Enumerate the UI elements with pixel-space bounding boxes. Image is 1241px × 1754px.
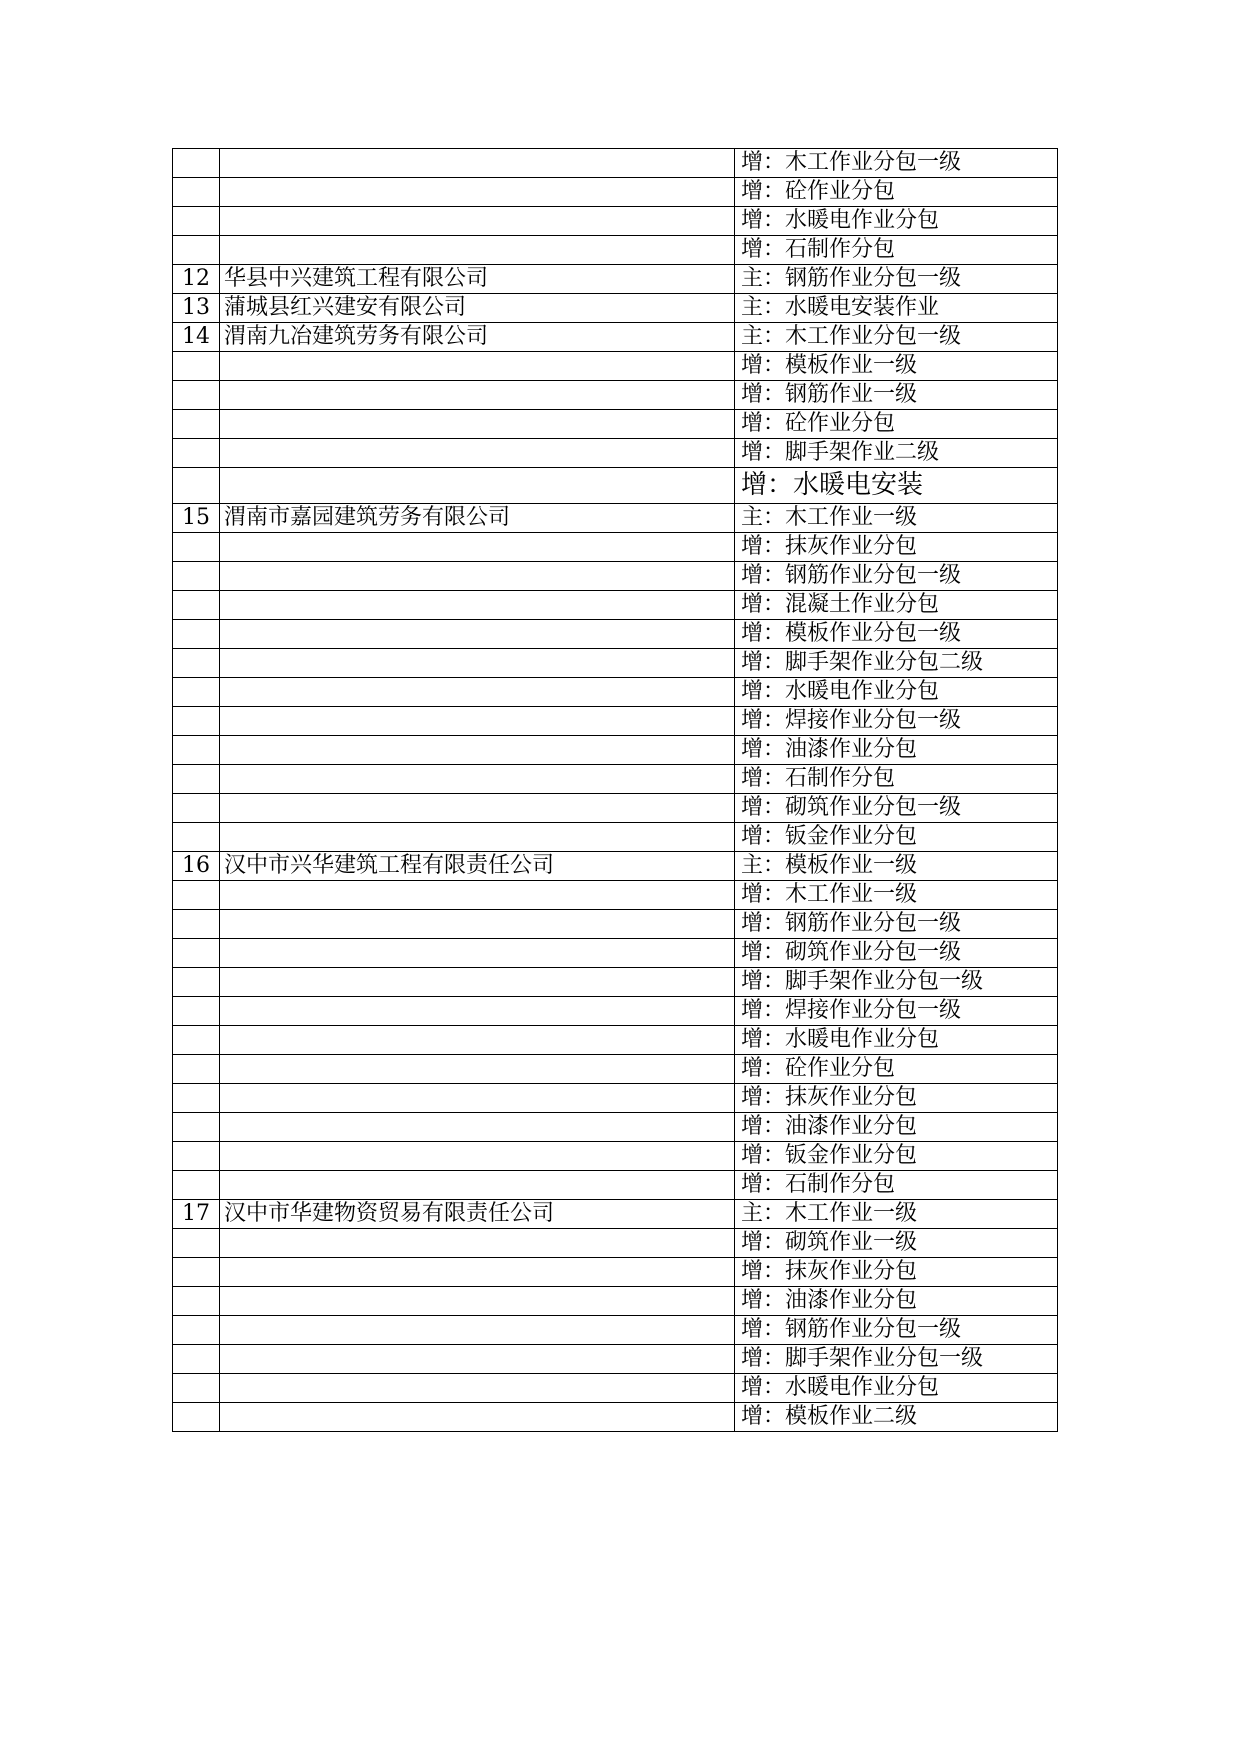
row-number-cell — [173, 468, 220, 504]
qualification-scope-cell: 主：木工作业一级 — [735, 504, 1058, 533]
company-name-cell — [220, 381, 735, 410]
qualification-scope-cell: 主：模板作业一级 — [735, 852, 1058, 881]
qualification-scope-cell: 增：水暖电作业分包 — [735, 1374, 1058, 1403]
row-number-cell — [173, 939, 220, 968]
row-number-cell — [173, 765, 220, 794]
company-name-cell — [220, 1374, 735, 1403]
qualification-scope-cell: 增：油漆作业分包 — [735, 1113, 1058, 1142]
company-name-cell — [220, 1403, 735, 1432]
row-number-cell: 14 — [173, 323, 220, 352]
qualification-scope-cell: 增：砌筑作业一级 — [735, 1229, 1058, 1258]
table-row — [173, 236, 1058, 265]
table-row — [173, 352, 1058, 381]
row-number-cell — [173, 1403, 220, 1432]
row-number-cell — [173, 410, 220, 439]
row-number-cell — [173, 207, 220, 236]
qualification-scope-cell: 增：钢筋作业一级 — [735, 381, 1058, 410]
table-row — [173, 939, 1058, 968]
table-row — [173, 149, 1058, 178]
company-name-cell — [220, 649, 735, 678]
company-name-cell — [220, 707, 735, 736]
table-row — [173, 294, 1058, 323]
table-row — [173, 562, 1058, 591]
company-name-cell — [220, 591, 735, 620]
company-name-cell — [220, 1229, 735, 1258]
row-number-cell — [173, 910, 220, 939]
qualification-scope-cell: 主：木工作业分包一级 — [735, 323, 1058, 352]
table-row — [173, 765, 1058, 794]
company-name-cell — [220, 1345, 735, 1374]
row-number-cell: 13 — [173, 294, 220, 323]
company-name-cell — [220, 562, 735, 591]
qualification-scope-cell: 增：水暖电作业分包 — [735, 678, 1058, 707]
qualification-scope-cell: 增：脚手架作业分包一级 — [735, 1345, 1058, 1374]
row-number-cell — [173, 678, 220, 707]
table-row — [173, 1403, 1058, 1432]
row-number-cell — [173, 1084, 220, 1113]
company-name-cell — [220, 968, 735, 997]
qualification-scope-cell: 主：木工作业一级 — [735, 1200, 1058, 1229]
qualification-scope-cell: 增：焊接作业分包一级 — [735, 707, 1058, 736]
table-row — [173, 707, 1058, 736]
row-number-cell — [173, 968, 220, 997]
table-row — [173, 649, 1058, 678]
qualification-scope-cell: 增：木工作业一级 — [735, 881, 1058, 910]
qualification-scope-cell: 增：油漆作业分包 — [735, 1287, 1058, 1316]
qualification-scope-cell: 增：模板作业二级 — [735, 1403, 1058, 1432]
table-row — [173, 736, 1058, 765]
company-name-cell — [220, 1316, 735, 1345]
row-number-cell: 12 — [173, 265, 220, 294]
company-name-cell: 蒲城县红兴建安有限公司 — [220, 294, 735, 323]
qualification-scope-cell: 增：模板作业一级 — [735, 352, 1058, 381]
company-name-cell: 华县中兴建筑工程有限公司 — [220, 265, 735, 294]
qualification-scope-cell: 增：砼作业分包 — [735, 410, 1058, 439]
qualification-table-body — [173, 149, 1058, 1432]
qualification-scope-cell: 增：钢筋作业分包一级 — [735, 1316, 1058, 1345]
table-row — [173, 968, 1058, 997]
row-number-cell — [173, 352, 220, 381]
table-row — [173, 1229, 1058, 1258]
company-name-cell — [220, 794, 735, 823]
table-row — [173, 910, 1058, 939]
row-number-cell — [173, 1345, 220, 1374]
qualification-scope-cell: 增：焊接作业分包一级 — [735, 997, 1058, 1026]
row-number-cell — [173, 178, 220, 207]
row-number-cell — [173, 1113, 220, 1142]
qualification-scope-cell: 增：抹灰作业分包 — [735, 1084, 1058, 1113]
company-name-cell — [220, 236, 735, 265]
row-number-cell — [173, 1258, 220, 1287]
qualification-scope-cell: 增：砼作业分包 — [735, 1055, 1058, 1084]
qualification-scope-cell: 增：脚手架作业二级 — [735, 439, 1058, 468]
table-row — [173, 1287, 1058, 1316]
table-row — [173, 620, 1058, 649]
qualification-scope-cell: 增：混凝土作业分包 — [735, 591, 1058, 620]
row-number-cell: 17 — [173, 1200, 220, 1229]
table-row — [173, 1374, 1058, 1403]
row-number-cell — [173, 1055, 220, 1084]
table-row — [173, 533, 1058, 562]
row-number-cell — [173, 1026, 220, 1055]
table-row — [173, 207, 1058, 236]
table-row — [173, 1316, 1058, 1345]
row-number-cell — [173, 1142, 220, 1171]
row-number-cell: 15 — [173, 504, 220, 533]
qualification-scope-cell: 增：砌筑作业分包一级 — [735, 794, 1058, 823]
row-number-cell — [173, 823, 220, 852]
qualification-scope-cell: 增：砼作业分包 — [735, 178, 1058, 207]
qualification-scope-cell: 增：模板作业分包一级 — [735, 620, 1058, 649]
company-name-cell — [220, 468, 735, 504]
table-row — [173, 678, 1058, 707]
company-name-cell — [220, 678, 735, 707]
table-row — [173, 178, 1058, 207]
row-number-cell — [173, 1287, 220, 1316]
qualification-scope-cell: 增：钢筋作业分包一级 — [735, 910, 1058, 939]
company-name-cell — [220, 410, 735, 439]
table-row — [173, 1200, 1058, 1229]
row-number-cell — [173, 381, 220, 410]
qualification-scope-cell: 增：石制作分包 — [735, 236, 1058, 265]
row-number-cell — [173, 794, 220, 823]
company-name-cell — [220, 178, 735, 207]
company-name-cell — [220, 910, 735, 939]
row-number-cell — [173, 533, 220, 562]
row-number-cell — [173, 881, 220, 910]
table-row — [173, 1171, 1058, 1200]
company-name-cell — [220, 620, 735, 649]
row-number-cell — [173, 149, 220, 178]
qualification-scope-cell: 增：钢筋作业分包一级 — [735, 562, 1058, 591]
qualification-scope-cell: 主：水暖电安装作业 — [735, 294, 1058, 323]
company-name-cell — [220, 1258, 735, 1287]
company-name-cell — [220, 1084, 735, 1113]
qualification-scope-cell: 增：石制作分包 — [735, 1171, 1058, 1200]
table-row — [173, 1026, 1058, 1055]
qualification-scope-cell: 增：水暖电作业分包 — [735, 207, 1058, 236]
table-row — [173, 381, 1058, 410]
qualification-table — [172, 148, 1058, 1432]
qualification-scope-cell: 增：抹灰作业分包 — [735, 533, 1058, 562]
company-name-cell — [220, 765, 735, 794]
qualification-scope-cell: 增：抹灰作业分包 — [735, 1258, 1058, 1287]
qualification-scope-cell: 增：砌筑作业分包一级 — [735, 939, 1058, 968]
table-row — [173, 439, 1058, 468]
table-row — [173, 1084, 1058, 1113]
table-row — [173, 265, 1058, 294]
table-row — [173, 1142, 1058, 1171]
company-name-cell: 渭南九冶建筑劳务有限公司 — [220, 323, 735, 352]
qualification-scope-cell: 主：钢筋作业分包一级 — [735, 265, 1058, 294]
company-name-cell — [220, 1142, 735, 1171]
company-name-cell: 汉中市华建物资贸易有限责任公司 — [220, 1200, 735, 1229]
company-name-cell — [220, 823, 735, 852]
table-row — [173, 997, 1058, 1026]
qualification-scope-cell: 增：脚手架作业分包一级 — [735, 968, 1058, 997]
company-name-cell — [220, 881, 735, 910]
company-name-cell — [220, 939, 735, 968]
company-name-cell — [220, 352, 735, 381]
table-row — [173, 1055, 1058, 1084]
table-row — [173, 1345, 1058, 1374]
qualification-scope-cell: 增：钣金作业分包 — [735, 1142, 1058, 1171]
company-name-cell — [220, 1113, 735, 1142]
table-row — [173, 410, 1058, 439]
company-name-cell — [220, 149, 735, 178]
row-number-cell — [173, 620, 220, 649]
qualification-scope-cell: 增：钣金作业分包 — [735, 823, 1058, 852]
qualification-scope-cell: 增：水暖电安装 — [735, 468, 1058, 504]
row-number-cell — [173, 649, 220, 678]
row-number-cell — [173, 439, 220, 468]
qualification-scope-cell: 增：水暖电作业分包 — [735, 1026, 1058, 1055]
row-number-cell — [173, 1374, 220, 1403]
company-name-cell — [220, 1055, 735, 1084]
table-row — [173, 1258, 1058, 1287]
company-name-cell — [220, 439, 735, 468]
company-name-cell: 汉中市兴华建筑工程有限责任公司 — [220, 852, 735, 881]
row-number-cell — [173, 1229, 220, 1258]
row-number-cell — [173, 236, 220, 265]
row-number-cell — [173, 562, 220, 591]
company-name-cell: 渭南市嘉园建筑劳务有限公司 — [220, 504, 735, 533]
table-row — [173, 794, 1058, 823]
qualification-scope-cell: 增：石制作分包 — [735, 765, 1058, 794]
qualification-scope-cell: 增：油漆作业分包 — [735, 736, 1058, 765]
company-name-cell — [220, 207, 735, 236]
row-number-cell — [173, 591, 220, 620]
table-row — [173, 504, 1058, 533]
table-row — [173, 823, 1058, 852]
row-number-cell: 16 — [173, 852, 220, 881]
table-row — [173, 591, 1058, 620]
row-number-cell — [173, 707, 220, 736]
qualification-scope-cell: 增：脚手架作业分包二级 — [735, 649, 1058, 678]
row-number-cell — [173, 736, 220, 765]
company-name-cell — [220, 1287, 735, 1316]
table-row — [173, 323, 1058, 352]
row-number-cell — [173, 1171, 220, 1200]
company-name-cell — [220, 1026, 735, 1055]
row-number-cell — [173, 997, 220, 1026]
company-name-cell — [220, 533, 735, 562]
table-row — [173, 852, 1058, 881]
table-row — [173, 1113, 1058, 1142]
table-row — [173, 881, 1058, 910]
company-name-cell — [220, 997, 735, 1026]
qualification-scope-cell: 增：木工作业分包一级 — [735, 149, 1058, 178]
company-name-cell — [220, 1171, 735, 1200]
row-number-cell — [173, 1316, 220, 1345]
table-row — [173, 468, 1058, 504]
company-name-cell — [220, 736, 735, 765]
